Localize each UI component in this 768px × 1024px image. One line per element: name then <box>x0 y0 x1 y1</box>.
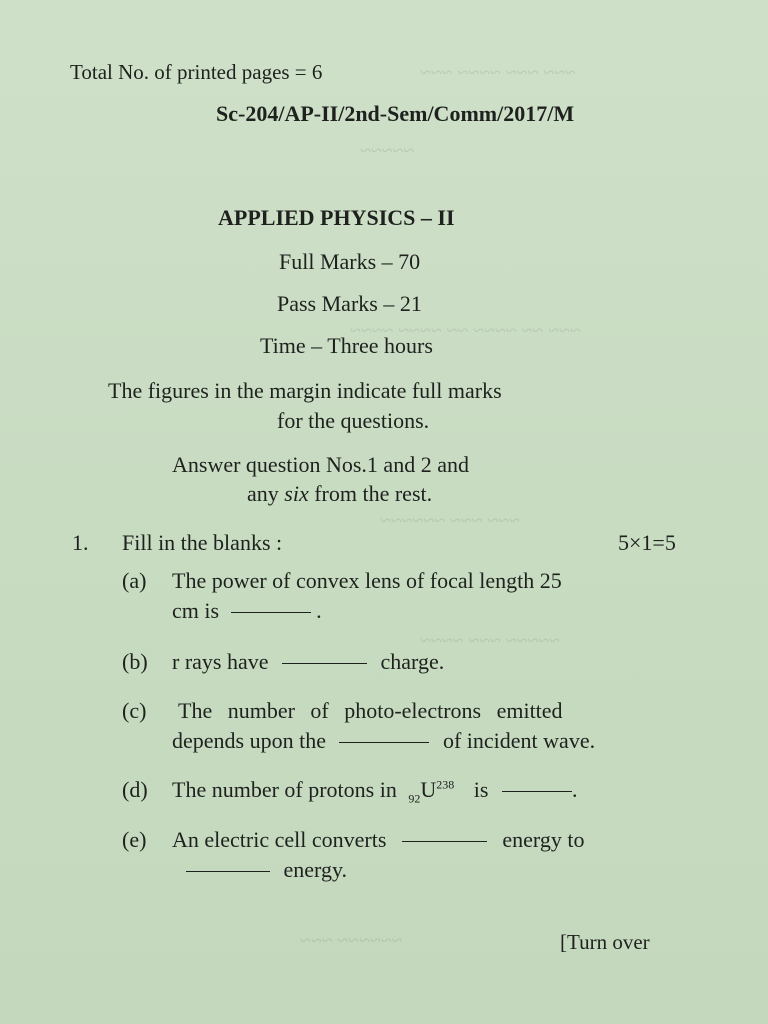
item-e-line1 <box>172 827 584 853</box>
turn-over-note: [Turn over <box>560 930 650 954</box>
item-e-line2 <box>186 857 347 883</box>
item-b-text: charge. <box>380 649 445 674</box>
mass-number: 238 <box>436 777 455 792</box>
item-c-text: depends upon the <box>172 728 326 753</box>
pass-marks: Pass Marks – 21 <box>277 291 422 316</box>
exam-time: Time – Three hours <box>260 333 433 358</box>
item-d <box>172 777 577 806</box>
atomic-number: 92 <box>408 791 421 806</box>
item-b-text: r rays have <box>172 649 269 674</box>
item-label-e: (e) <box>122 827 147 852</box>
answer-blank <box>186 871 270 872</box>
bleed-through-text: ~~~ ~~~ ~~~~~~ <box>380 510 520 532</box>
item-b <box>172 649 444 675</box>
item-label-a: (a) <box>122 568 147 593</box>
answer-blank <box>402 841 487 842</box>
item-e-text: An electric cell converts <box>172 827 387 852</box>
item-a-end: . <box>316 598 322 623</box>
instruction-emphasis: six <box>284 481 309 506</box>
bleed-through-text: ~~~~~ ~~~ ~~~~ <box>420 630 560 652</box>
answer-blank <box>502 791 572 792</box>
instruction-line1: Answer question Nos.1 and 2 and <box>172 452 469 477</box>
question-number: 1. <box>72 530 89 555</box>
instruction-line2 <box>247 481 432 507</box>
item-label-d: (d) <box>122 777 148 802</box>
instruction-text: from the rest. <box>314 481 433 506</box>
margin-note-line1: The figures in the margin indicate full marks <box>108 378 502 403</box>
printed-pages-count: Total No. of printed pages = 6 <box>70 60 323 84</box>
item-c-text: of incident wave. <box>442 728 596 753</box>
subject-title: APPLIED PHYSICS – II <box>218 205 455 230</box>
item-d-text: is <box>473 777 489 802</box>
bleed-through-text: ~~~ ~~ ~~~~ ~~ ~~~~ ~~~~ <box>350 320 581 342</box>
question-title: Fill in the blanks : <box>122 530 283 555</box>
full-marks: Full Marks – 70 <box>279 249 421 274</box>
item-c-line2 <box>172 728 595 754</box>
answer-blank <box>282 663 367 664</box>
item-a-line1: The power of convex lens of focal length 25 <box>172 568 562 593</box>
answer-blank <box>231 612 311 613</box>
bleed-through-text: ~~~ ~~~ ~~~~ ~~~ <box>420 62 576 84</box>
item-e-text: energy. <box>283 857 348 882</box>
question-marks: 5×1=5 <box>618 530 676 555</box>
instruction-text: any <box>247 481 279 506</box>
item-label-c: (c) <box>122 698 147 723</box>
uranium-notation <box>408 777 455 806</box>
answer-blank <box>339 742 429 743</box>
item-c-line1: The number of photo-electrons emitted <box>178 698 563 723</box>
item-label-b: (b) <box>122 649 148 674</box>
paper-code: Sc-204/AP-II/2nd-Sem/Comm/2017/M <box>216 101 575 126</box>
item-d-end: . <box>571 777 578 802</box>
item-d-text: The number of protons in <box>172 777 397 802</box>
item-a-text: cm is <box>172 598 220 623</box>
item-e-text: energy to <box>502 827 585 852</box>
bleed-through-text: ~~~~~ <box>360 140 415 162</box>
item-a-line2 <box>172 598 322 624</box>
bleed-through-text: ~~~~~~ ~~~ <box>300 930 403 952</box>
element-symbol: U <box>420 777 437 802</box>
margin-note-line2: for the questions. <box>277 408 430 433</box>
